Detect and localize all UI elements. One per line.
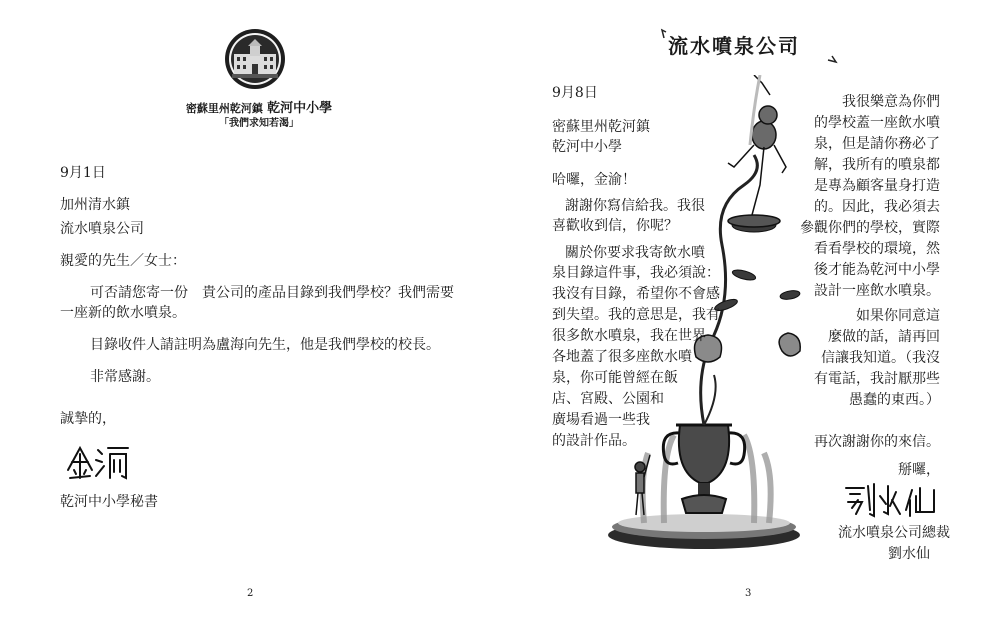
right-col-line: 參觀你們的學校，實際 <box>800 220 940 236</box>
recipient-address-line1: 加州清水鎮 <box>60 197 130 213</box>
right-col-line: 的。因此，我必須去 <box>814 199 940 215</box>
reply-signer-title: 流水噴泉公司總裁 <box>838 525 950 541</box>
left-col-line: 謝謝你寫信給我。我很 <box>565 198 705 214</box>
letter-date: 9月1日 <box>60 165 106 181</box>
right-col-line: 有電話，我討厭那些 <box>814 371 940 387</box>
right-col-line: 後才能為乾河中小學 <box>814 262 940 278</box>
right-col-line: 麼做的話，請再回 <box>828 329 940 345</box>
letter-greeting: 親愛的先生／女士： <box>60 253 186 269</box>
left-col-line: 喜歡收到信，你呢？ <box>552 218 678 234</box>
reply-date: 9月8日 <box>552 85 598 101</box>
right-col-line: 信讓我知道。（我沒 <box>821 350 940 366</box>
left-col-line: 的設計作品。 <box>552 433 636 449</box>
left-col-line: 店、宮殿、公園和 <box>552 391 664 407</box>
left-col-line: 廣場看過一些我 <box>552 412 650 428</box>
handwritten-signature <box>62 440 136 484</box>
paragraph-2: 目錄收件人請註明為盧海向先生，他是我們學校的校長。 <box>90 337 440 353</box>
right-col-line: 的學校蓋一座飲水噴 <box>814 115 940 131</box>
page-number-right: 3 <box>745 588 752 599</box>
company-letterhead-title: 流水噴泉公司 <box>668 34 800 58</box>
paragraph-1-line-1: 可否請您寄一份 貴公司的產品目錄到我們學校？我們需要 <box>90 285 454 301</box>
school-motto: 「我們求知若渴」 <box>219 118 299 129</box>
left-col-line: 各地蓋了很多座飲水噴 <box>552 349 692 365</box>
right-col-line: 解，我所有的噴泉都 <box>814 157 940 173</box>
reply-greeting: 哈囉，金渝！ <box>552 172 636 188</box>
page-number: 2 <box>247 588 254 599</box>
signer-title: 乾河中小學秘書 <box>60 494 158 510</box>
paragraph-3: 非常感謝。 <box>90 369 160 385</box>
reply-address-line1: 密蘇里州乾河鎮 <box>552 119 650 135</box>
right-col-line: 再次謝謝你的來信。 <box>814 434 940 450</box>
reply-address-line2: 乾河中小學 <box>552 139 622 155</box>
right-col-line: 泉，但是請你務必了 <box>814 136 940 152</box>
right-col-line: 如果你同意這 <box>856 308 940 324</box>
school-name: 乾河中小學 <box>267 101 333 116</box>
letter-closing: 誠摯的， <box>60 411 116 427</box>
reply-signer-name: 劉水仙 <box>888 546 930 562</box>
right-col-line: 是專為顧客量身打造 <box>814 178 940 194</box>
left-col-line: 到失望。我的意思是，我有 <box>552 307 720 323</box>
right-col-line: 我很樂意為你們 <box>842 94 940 110</box>
right-col-line: 設計一座飲水噴泉。 <box>814 283 940 299</box>
left-col-line: 泉，你可能曾經在飯 <box>552 370 678 386</box>
recipient-address-line2: 流水噴泉公司 <box>60 221 144 237</box>
left-col-line: 關於你要求我寄飲水噴 <box>565 245 705 261</box>
handwritten-signature-reply <box>842 480 942 520</box>
school-location: 密蘇里州乾河鎮 <box>185 102 263 115</box>
right-col-line: 愚蠢的東西。） <box>849 392 940 408</box>
school-header <box>174 100 344 117</box>
right-col-line: 看看學校的環境，然 <box>814 241 940 257</box>
right-col-line: 掰囉， <box>898 462 940 478</box>
left-col-line: 很多飲水噴泉，我在世界 <box>552 328 706 344</box>
left-col-line: 我沒有目錄，希望你不會感 <box>552 286 720 302</box>
paragraph-1-line-2: 一座新的飲水噴泉。 <box>60 305 186 321</box>
left-col-line: 泉目錄這件事，我必須說： <box>552 265 720 281</box>
school-crest-logo <box>224 28 286 90</box>
